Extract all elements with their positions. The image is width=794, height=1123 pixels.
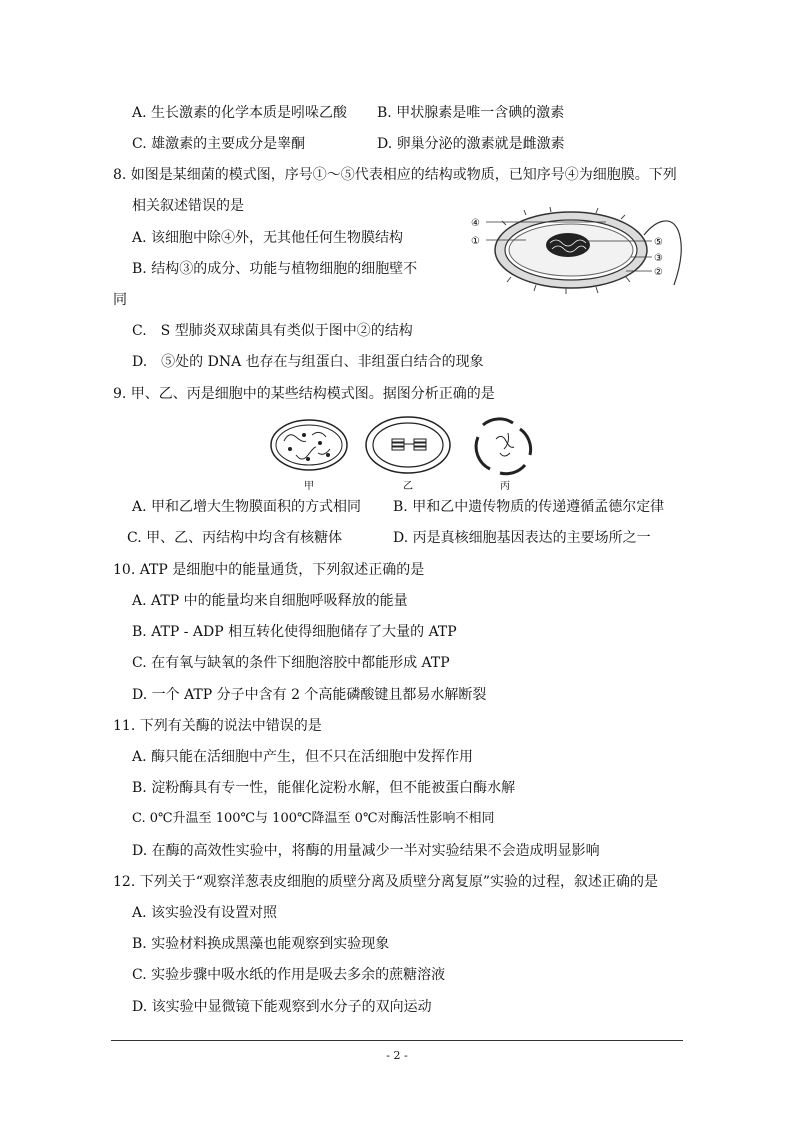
label-yi: 乙: [403, 481, 413, 492]
q12-option-a: A. 该实验没有设置对照: [132, 905, 278, 921]
organelle-jia: [271, 420, 347, 470]
q8-option-c: C. S 型肺炎双球菌具有类似于图中②的结构: [132, 323, 413, 339]
q12-option-b: B. 实验材料换成黑藻也能观察到实验现象: [132, 936, 390, 952]
q10-option-b: B. ATP - ADP 相互转化使得细胞储存了大量的 ATP: [132, 624, 457, 640]
q12-option-c: C. 实验步骤中吸水纸的作用是吸去多余的蔗糖溶液: [132, 967, 446, 983]
organelle-yi: [366, 417, 450, 473]
q10-stem: 10. ATP 是细胞中的能量通货，下列叙述正确的是: [113, 562, 425, 578]
q10-option-d: D. 一个 ATP 分子中含有 2 个高能磷酸键且都易水解断裂: [132, 687, 487, 703]
label-circled-2: ②: [654, 267, 663, 278]
label-jia: 甲: [304, 481, 314, 492]
label-circled-4: ④: [471, 218, 480, 229]
q9-option-a: A. 甲和乙增大生物膜面积的方式相同: [132, 499, 362, 515]
q9-option-b: B. 甲和乙中遗传物质的传递遵循孟德尔定律: [393, 499, 665, 515]
q9-option-d: D. 丙是真核细胞基因表达的主要场所之一: [393, 530, 651, 546]
q8-option-d: D. ⑤处的 DNA 也存在与组蛋白、非组蛋白结合的现象: [132, 354, 484, 370]
organelle-bing: [476, 419, 531, 474]
label-circled-3: ③: [654, 253, 663, 264]
q11-option-b: B. 淀粉酶具有专一性，能催化淀粉水解，但不能被蛋白酶水解: [132, 780, 516, 796]
q8-option-b-line2: 同: [113, 292, 127, 308]
q9-option-c: C. 甲、乙、丙结构中均含有核糖体: [127, 530, 343, 546]
q11-stem: 11. 下列有关酶的说法中错误的是: [113, 718, 322, 734]
q11-option-c: C. 0℃升温至 100℃与 100℃降温至 0℃对酶活性影响不相同: [132, 811, 495, 826]
bacterium-diagram: [466, 205, 686, 300]
page-number: - 2 -: [386, 1049, 408, 1062]
q11-option-d: D. 在酶的高效性实验中，将酶的用量减少一半对实验结果不会造成明显影响: [132, 843, 600, 859]
q7-option-d: D. 卵巢分泌的激素就是雌激素: [377, 136, 565, 152]
q10-option-c: C. 在有氧与缺氧的条件下细胞溶胶中都能形成 ATP: [132, 655, 450, 671]
q12-stem: 12. 下列关于“观察洋葱表皮细胞的质壁分离及质壁分离复原”实验的过程，叙述正确的是: [113, 874, 659, 890]
label-circled-5: ⑤: [654, 237, 663, 248]
q8-stem-line1: 8. 如图是某细菌的模式图，序号①～⑤代表相应的结构或物质，已知序号④为细胞膜。下列: [113, 167, 677, 183]
q8-option-a: A. 该细胞中除④外，无其他任何生物膜结构: [132, 230, 404, 246]
q8-stem-line2: 相关叙述错误的是: [132, 198, 244, 214]
label-bing: 丙: [500, 481, 510, 492]
q9-stem: 9. 甲、乙、丙是细胞中的某些结构模式图。据图分析正确的是: [113, 386, 495, 402]
label-circled-1: ①: [471, 236, 480, 247]
q12-option-d: D. 该实验中显微镜下能观察到水分子的双向运动: [132, 999, 432, 1015]
q7-option-c: C. 雄激素的主要成分是睾酮: [132, 136, 306, 152]
q7-option-b: B. 甲状腺素是唯一含碘的激素: [377, 105, 565, 121]
footer-rule: [111, 1040, 683, 1041]
organelle-diagrams: [268, 413, 548, 493]
q10-option-a: A. ATP 中的能量均来自细胞呼吸释放的能量: [132, 593, 408, 609]
q11-option-a: A. 酶只能在活细胞中产生，但不只在活细胞中发挥作用: [132, 749, 474, 765]
q7-option-a: A. 生长激素的化学本质是吲哚乙酸: [132, 105, 348, 121]
q8-option-b-line1: B. 结构③的成分、功能与植物细胞的细胞壁不: [132, 261, 418, 277]
